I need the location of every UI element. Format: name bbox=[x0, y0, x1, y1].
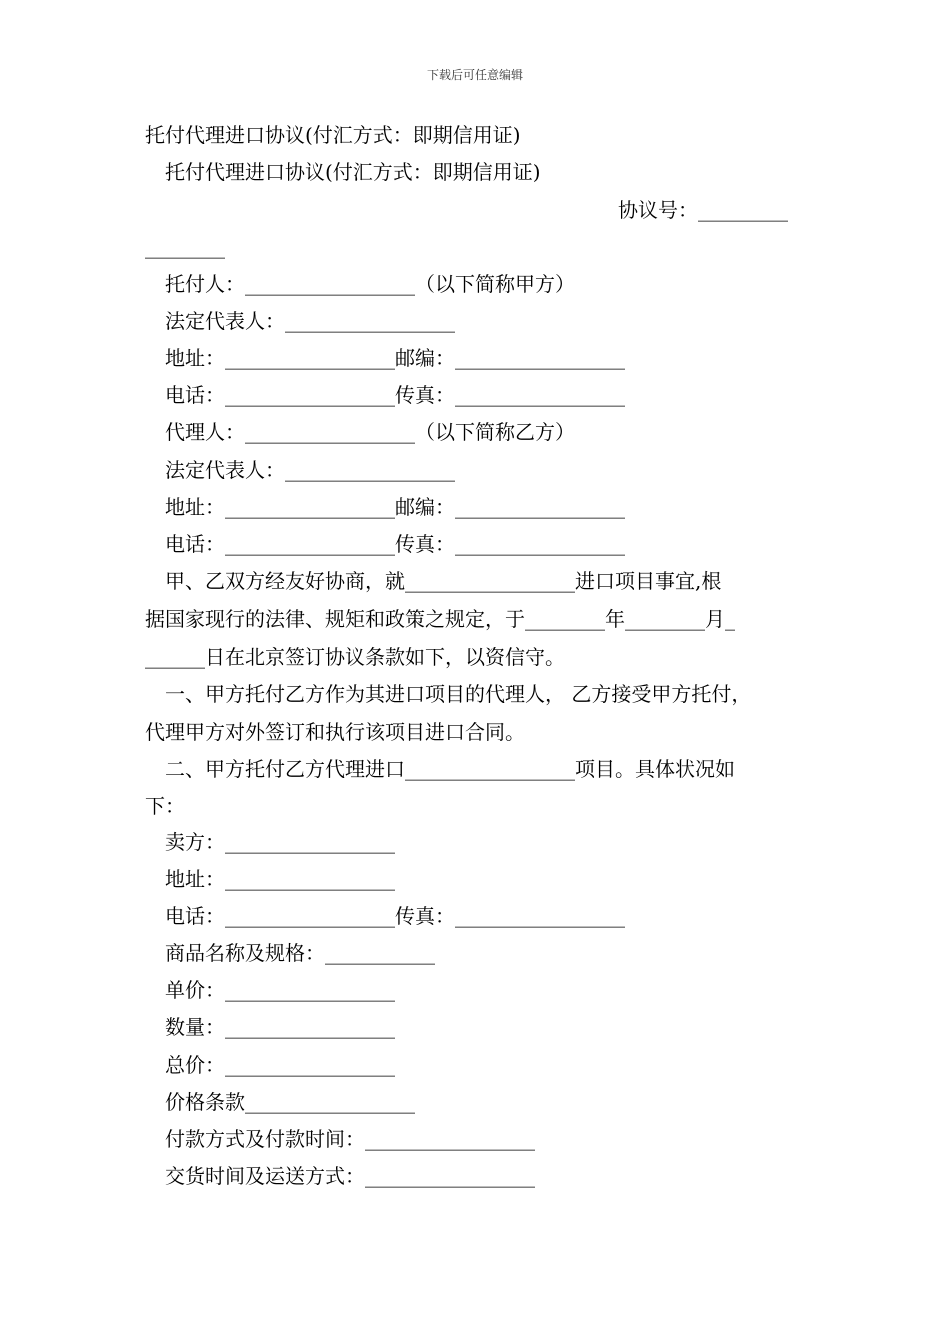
agent-line: 代理人：_________________（以下简称乙方） bbox=[165, 420, 575, 444]
seller-address-line: 地址：_________________ bbox=[165, 867, 395, 891]
agent-address-line: 地址：_________________邮编：_________________ bbox=[165, 495, 625, 519]
seller-line: 卖方：_________________ bbox=[165, 830, 395, 854]
seller-phone-line: 电话：_________________传真：_________________ bbox=[165, 904, 625, 928]
principal-phone-line: 电话：_________________传真：_________________ bbox=[165, 383, 625, 407]
intro-paragraph-line: 据国家现行的法律、规矩和政策之规定，于________年________月_ bbox=[145, 607, 735, 631]
intro-paragraph-line: 甲、乙双方经友好协商，就_________________进口项目事宜,根 bbox=[165, 569, 722, 593]
agreement-number: 协议号：_________ bbox=[618, 198, 788, 222]
intro-paragraph-line: ______日在北京签订协议条款如下，以资信守。 bbox=[145, 645, 565, 669]
delivery-terms-line: 交货时间及运送方式：_________________ bbox=[165, 1164, 535, 1188]
principal-line: 托付人：_________________（以下简称甲方） bbox=[165, 272, 575, 296]
clause-one-line: 一、甲方托付乙方作为其进口项目的代理人， 乙方接受甲方托付， bbox=[165, 682, 752, 706]
clause-two-line: 二、甲方托付乙方代理进口_________________项目。具体状况如 bbox=[165, 757, 735, 781]
agent-representative-line: 法定代表人：_________________ bbox=[165, 458, 455, 482]
page-header: 下载后可任意编辑 bbox=[426, 68, 523, 82]
document-title: 托付代理进口协议(付汇方式：即期信用证) bbox=[145, 123, 521, 147]
principal-address-line: 地址：_________________邮编：_________________ bbox=[165, 346, 625, 370]
clause-two-line: 下： bbox=[145, 794, 185, 818]
unit-price-line: 单价：_________________ bbox=[165, 978, 395, 1002]
clause-one-line: 代理甲方对外签订和执行该项目进口合同。 bbox=[145, 720, 525, 744]
principal-representative-line: 法定代表人：_________________ bbox=[165, 309, 455, 333]
payment-terms-line: 付款方式及付款时间：_________________ bbox=[165, 1127, 535, 1151]
product-spec-line: 商品名称及规格：___________ bbox=[165, 941, 435, 965]
total-price-line: 总价：_________________ bbox=[165, 1053, 395, 1077]
price-terms-line: 价格条款_________________ bbox=[165, 1090, 415, 1114]
agent-phone-line: 电话：_________________传真：_________________ bbox=[165, 532, 625, 556]
agreement-number-continued: ________ bbox=[145, 235, 225, 259]
document-subtitle: 托付代理进口协议(付汇方式：即期信用证) bbox=[165, 160, 541, 184]
quantity-line: 数量：_________________ bbox=[165, 1015, 395, 1039]
